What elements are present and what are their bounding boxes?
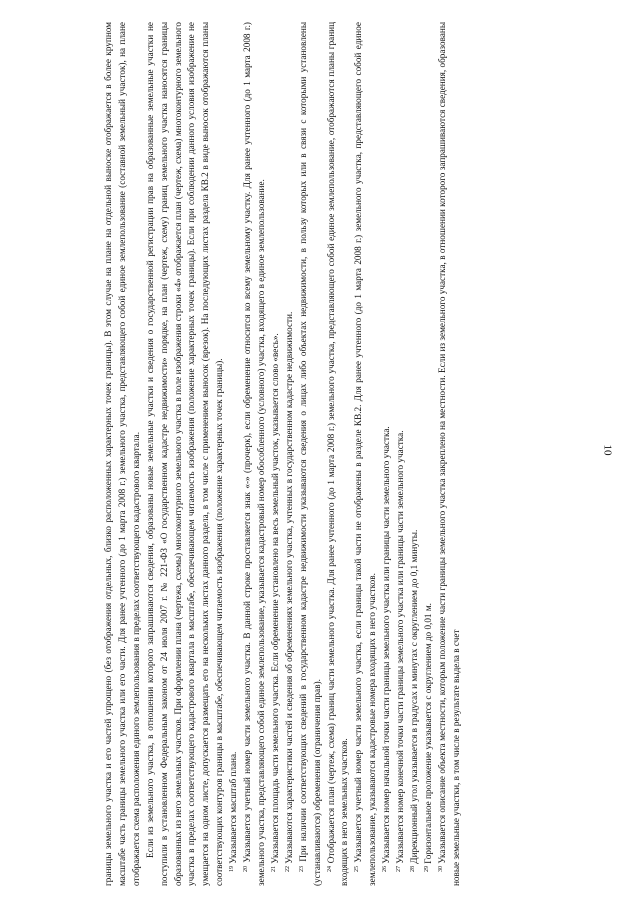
footnote-text: Указываются характеристики частей и сведения об обременениях земельного участка, учтенных в государственном кадастре недвижимости. xyxy=(283,311,294,866)
footnote-number: 22 xyxy=(284,866,291,872)
footnote-23 xyxy=(297,22,325,886)
body-paragraph: границы земельного участка и его частей упрощено (без отображения отдельных, близко расположенных характерных точек границы). В этом случае на плане на отдельной выноске отображается в более крупном масштабе часть границы земельного участка или его части. Для ранее учтенного (до 1 марта 2008 г.) земельного участка, представляющего собой единое землепользование (составной земельный участок), на плане отображается схема расположения единого землепользования в пределах соответствующего кадастрового квартала. xyxy=(103,22,141,886)
footnote-text: Указывается описание объекта местности, которым положение части границы земельного участка закреплено на местности. Если из земельного участка, в отношении которого запрашиваются сведения, образованы новые земельные участки, в том числе в результате выдела в счет xyxy=(436,22,461,886)
footnote-number: 21 xyxy=(270,866,277,872)
footnote-number: 25 xyxy=(354,866,361,872)
footnote-19 xyxy=(227,22,241,886)
footnote-number: 29 xyxy=(423,866,430,872)
footnote-29 xyxy=(422,22,436,886)
footnote-20 xyxy=(241,22,269,886)
footnote-28 xyxy=(408,22,422,886)
footnote-text: Указывается масштаб плана. xyxy=(228,751,239,866)
footnote-number: 26 xyxy=(382,866,389,872)
footnote-number: 24 xyxy=(326,866,333,872)
footnote-21 xyxy=(269,22,283,886)
footnote-text: Указывается учетный номер части земельного участка, если границы такой части не отображены в разделе КВ.2. Для ранее учтенного (до 1 марта 2008 г.) земельного участка, представляющего собой единое землепользование, указываются кадастровые номера входящих в него участков. xyxy=(353,22,378,886)
footnote-number: 28 xyxy=(409,866,416,872)
footnote-text: Указывается площадь части земельного участка. Если обременение установлено на весь земельный участок, указывается слово «весь». xyxy=(269,333,280,866)
footnote-text: Дирекционный угол указывается в градусах и минутах с округлением до 0,1 минуты. xyxy=(408,529,419,866)
footnote-number: 23 xyxy=(298,866,305,872)
footnote-number: 19 xyxy=(229,866,236,872)
footnote-text: Указывается учетный номер части земельного участка. В данной строке проставляется знак «-» (прочерк), если обременение относится ко всему земельному участку. Для ранее учтенного (до 1 марта 2008 г.) земельного участка, представляющего собой единое землепользование, указывается кадастровый номер обособленного (условного) участка, входящего в единое землепользование. xyxy=(242,22,266,886)
page-number: 10 xyxy=(601,444,614,456)
body-paragraph: Если из земельного участка, в отношении которого запрашиваются сведения, образованы новые земельные участки и сведения о государственной регистрации прав на образованные земельные участки не поступили в установленном Федеральным законом от 24 июля 2007 г. № 221-ФЗ «О государственном кадастре недвижимости» порядке, на план (чертеж, схему) границ земельного участка наносятся границы образованных из него земельных участков. При оформлении плана (чертежа, схемы) многоконтурного земельного участка в поле изображения строки «4» отображается план (чертеж, схема) многоконтурного земельного участка в пределах соответствующего кадастрового квартала в масштабе, обеспечивающем читаемость изображения (положение характерных точек границы). Если при соблюдении данного условия изображение не умещается на одном листе, допускается размещать его на нескольких листах данного раздела, в том числе с применением выносок (врезок). На последующих листах раздела КВ.2 в виде выносок отображаются планы соответствующих контуров границы в масштабе, обеспечивающем читаемость изображения (положение характерных точек границы). xyxy=(144,22,225,886)
footnote-number: 27 xyxy=(396,866,403,872)
footnote-text: При наличии соответствующих сведений в государственном кадастре недвижимости указываются сведения о лицах либо объектах недвижимости, в пользу которых или в связи с которыми установлены (устанавливаются) обременения (ограничения прав). xyxy=(297,22,322,886)
footnote-24 xyxy=(325,22,353,886)
footnote-30 xyxy=(436,22,464,886)
footnote-27 xyxy=(394,22,408,886)
footnote-22 xyxy=(283,22,297,886)
footnote-25 xyxy=(352,22,380,886)
footnote-number: 20 xyxy=(243,866,250,872)
footnote-text: Отображается план (чертеж, схема) границ части земельного участка. Для ранее учтенного (до 1 марта 2008 г.) земельного участка, представляющего собой единое землепользование, отображаются планы границ входящих в него земельных участков. xyxy=(325,22,350,886)
footnote-text: Указывается номер конечной точки части границы земельного участка или границы части земельного участка. xyxy=(395,430,406,866)
footnote-text: Указывается номер начальной точки части границы земельного участка или границы части земельного участка. xyxy=(381,426,392,866)
footnote-text: Горизонтальное проложение указывается с округлением до 0,01 м. xyxy=(422,603,433,866)
footnote-26 xyxy=(380,22,394,886)
footnote-number: 30 xyxy=(437,866,444,872)
document-body xyxy=(102,22,464,886)
